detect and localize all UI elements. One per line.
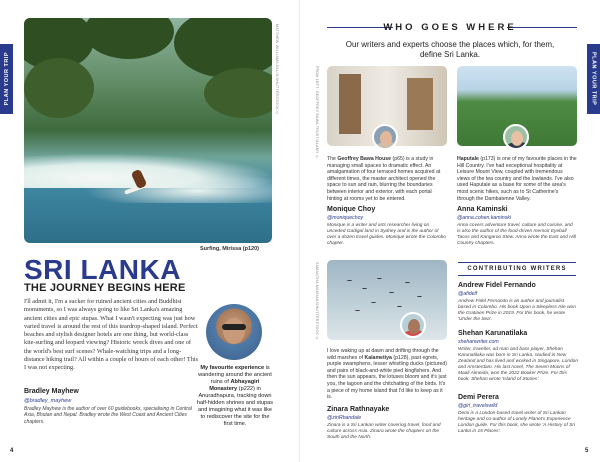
writer-bio: Monique is a writer and arts researcher living on unceded Gadigal land in Sydney and is the author of over a dozen travel guides. Monique wrote the Colombo chapter. [327,223,446,246]
contributor-name: Andrew Fidel Fernando [458,282,536,289]
favourite-experience: My favourite experience is wandering around the ancient ruins of Abhayagiri Monastery (p222) in Anuradhapura, tracking down half-hidden shrines and stupas and imagining what it was like to rediscover the site for the first time. [196,365,274,427]
photo-credit: SAMANTHA MAKHAN/SHUTTERSTOCK © [315,262,319,341]
avatar-zinara-rathnayake [400,312,426,338]
kaminski-blurb: Haputale (p173) is one of my favourite places in the Hill Country. I've had exceptional hospitality at Leisure Mount View, coupled with tremendous views of the tea country and the lowlands. I've also used Haputale as a base for some of the area's most scenic hikes, such as to St Catherine's through the Dambatenne Valley. [457,156,577,202]
photo-credit: MATTHEW WILLIAMS-ELLIS/SHUTTERSTOCK © [275,24,279,116]
who-goes-where-heading: WHO GOES WHERE [383,22,517,33]
contributor-handle[interactable]: @girl_travelswild [458,403,498,409]
contributor-bio: Writer, traveller, ad man and bass player, Shehan Karunatilaka was born in Sri Lanka, studied in New Zealand and has lived and worked in Singapore, London and Amsterdam. His last novel, The Seven Moons of Maali Almeida, won the 2022 Booker Prize. For this book, Shehan wrote 'Island of Stories'. [458,347,579,382]
plan-your-trip-tab-left: PLAN YOUR TRIP [0,44,13,114]
contributor-bio: Andrew Fidel Fernando is an author and journalist based in Colombo. His book Upon a Sleepless Isle won the Gratiaen Prize in 2019. For this book, he wrote 'Under the Sea'. [458,299,576,322]
choy-blurb: The Geoffrey Bawa House (p65) is a study in managing small spaces to dramatic effect. An amalgamation of four terraced homes acquired at different times, the master architect opened the space to sun and rain, blurring the boundaries between interior and exterior, with each portal hinting at rooms yet to be entered. [327,156,441,202]
photo-credit: FROM LEFT: GEOFFREY BAWA TRUST/ALAMY © [315,66,319,160]
page-title: SRI LANKA [24,254,181,285]
writer-handle[interactable]: @moniquechoy [327,215,364,221]
hero-caption: Surfing, Mirissa (p120) [200,246,259,252]
writer-handle[interactable]: @anna.cohen.kaminski [457,215,512,221]
writer-bio: Anna covers adventure travel, culture and cuisine, and is also the author of the food-driven memoir Eyeball Tacos and Kangaroo Stew. Anna wrote the East and Hill Country chapters. [457,223,576,246]
page-number: 5 [585,448,589,454]
avatar-anna-kaminski [503,124,529,150]
contributor-name: Demi Perera [458,394,499,401]
who-goes-where-intro: Our writers and experts choose the places which, for them, define Sri Lanka. [345,40,555,59]
zinara-blurb: I love waking up at dawn and drifting through the wild marshes of Kalametiya (p128), past egrets, purple swamphens, lesser whistling ducks (pictured) and pairs of black-and-white pied kingfishers. And then the sun appears, the lotuses bloom and it's just you, the lagoon and the chitchatting of the birds. It's a piece of my home island that I'd like to keep as it is. [327,348,447,401]
author-name: Bradley Mayhew [24,388,79,395]
contributor-handle[interactable]: shehanwriter.com [458,339,499,345]
page-subtitle: THE JOURNEY BEGINS HERE [24,282,186,294]
contributor-name: Shehan Karunatilaka [458,330,528,337]
intro-text: I'll admit it, I'm a sucker for ruined ancient cities and Buddhist monuments, so I was always going to like Sri Lanka's amazing ancient cities and epic stupas. What I wasn't expecting was just how varied travel is around the rest of this teardrop-shaped island. Perfect beaches and stylish designer hotels are one thing, but world-class kite-surfing and leopard viewing? Historic wreck dives and one of the world's best surf scenes? Whale-watching trips and a long-distance hiking trail? All within a couple of hours of each other! This I was not expecting. [24,298,199,372]
palm-foliage [84,18,174,59]
wave [84,173,272,203]
palm-foliage [204,68,272,118]
photo-kalametiya-birds [327,260,447,340]
page-number: 4 [10,448,14,454]
palm-foliage [24,58,94,118]
avatar-monique-choy [372,124,398,150]
writer-handle[interactable]: @zinRbandale [327,415,362,421]
contributor-handle[interactable]: @afidelf [458,291,478,297]
writer-bio: Zinara is a Sri Lankan writer covering travel, food and culture across Asia. Zinara wrote the chapters on the South and the North. [327,423,441,440]
writer-name: Monique Choy [327,206,376,213]
author-bio: Bradley Mayhew is the author of over 60 guidebooks, specialising in Central Asia, Bhutan and Nepal. Bradley wrote the West Coast and Ancient Cities chapters. [24,406,192,425]
writer-name: Zinara Rathnayake [327,406,390,413]
contributor-bio: Demi is a London-based travel writer of Sri Lankan heritage and co-author of Lonely Planet's Experience London guide. For this book, she wrote 'A History of Sri Lanka in 15 Places'. [458,411,575,434]
author-portrait [206,304,262,360]
author-handle[interactable]: @bradley_mayhew [24,398,72,404]
hero-photo-surfing [24,18,272,243]
writer-name: Anna Kaminski [457,206,508,213]
plan-your-trip-tab-right: PLAN YOUR TRIP [587,44,600,114]
contributing-writers-heading: CONTRIBUTING WRITERS [458,262,576,276]
